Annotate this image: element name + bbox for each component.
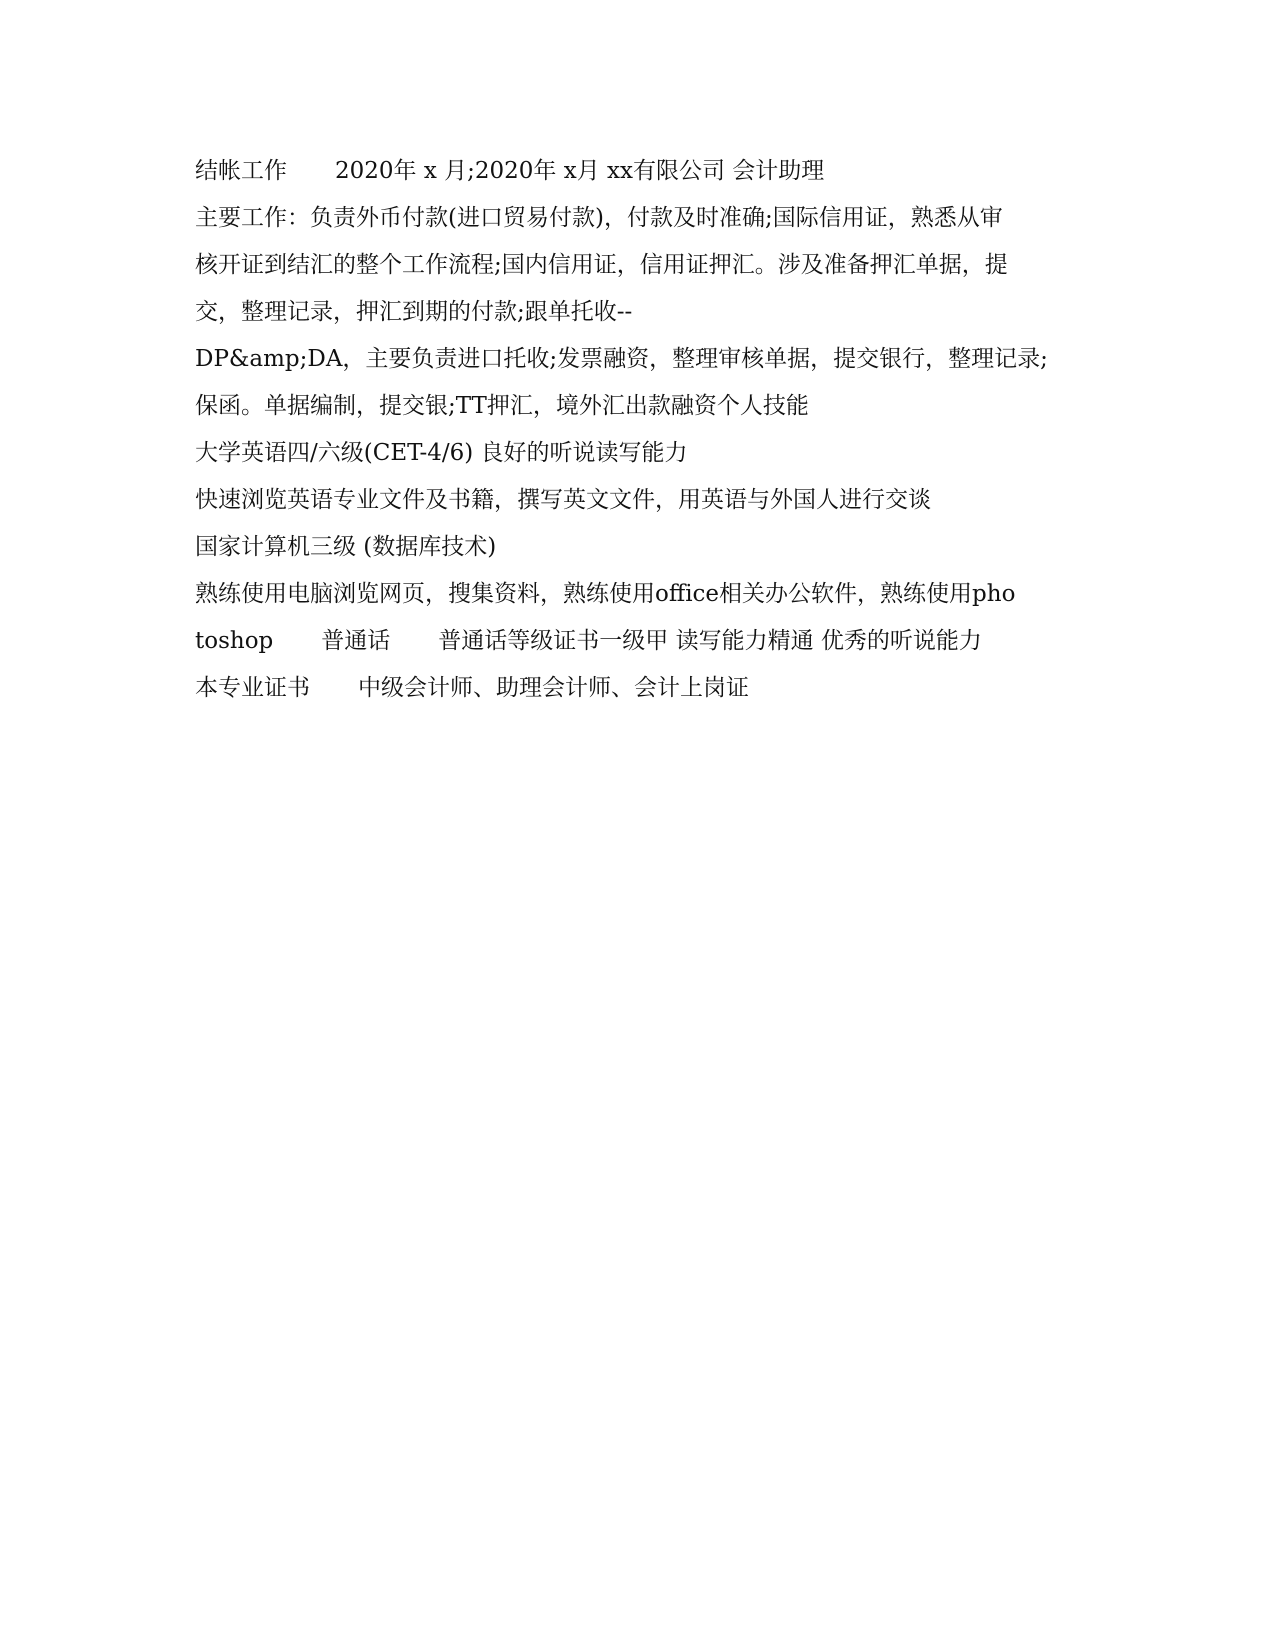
text-line-2: 主要工作：负责外币付款(进口贸易付款)，付款及时准确;国际信用证，熟悉从审 <box>195 205 1003 231</box>
text-line-5: DP&amp;DA，主要负责进口托收;发票融资，整理审核单据，提交银行，整理记录; <box>195 346 1048 372</box>
text-line-8: 快速浏览英语专业文件及书籍，撰写英文文件，用英语与外国人进行交谈 <box>195 487 931 513</box>
text-line-1 <box>195 156 824 186</box>
text-line-12 <box>195 673 749 703</box>
text-line-9: 国家计算机三级 (数据库技术) <box>195 534 497 560</box>
text-line-4: 交，整理记录，押汇到期的付款;跟单托收-- <box>195 299 633 325</box>
section-label-mandarin: 普通话 <box>321 628 391 654</box>
job-period-company-title: 2020年 x 月;2020年 x月 xx有限公司 会计助理 <box>335 158 825 184</box>
text-line-7: 大学英语四/六级(CET-4/6) 良好的听说读写能力 <box>195 440 688 466</box>
certificate-list: 中级会计师、助理会计师、会计上岗证 <box>358 675 749 701</box>
text-line-10: 熟练使用电脑浏览网页，搜集资料，熟练使用office相关办公软件，熟练使用pho <box>195 581 1016 607</box>
text-line-6: 保函。单据编制，提交银;TT押汇，境外汇出款融资个人技能 <box>195 393 809 419</box>
mandarin-certificate: 普通话等级证书一级甲 读写能力精通 优秀的听说能力 <box>438 628 982 654</box>
skill-photoshop: toshop <box>195 628 274 654</box>
section-label-settlement: 结帐工作 <box>195 158 287 184</box>
section-label-certificates: 本专业证书 <box>195 675 310 701</box>
text-line-11 <box>195 626 982 656</box>
text-line-3: 核开证到结汇的整个工作流程;国内信用证，信用证押汇。涉及准备押汇单据，提 <box>195 252 1008 278</box>
